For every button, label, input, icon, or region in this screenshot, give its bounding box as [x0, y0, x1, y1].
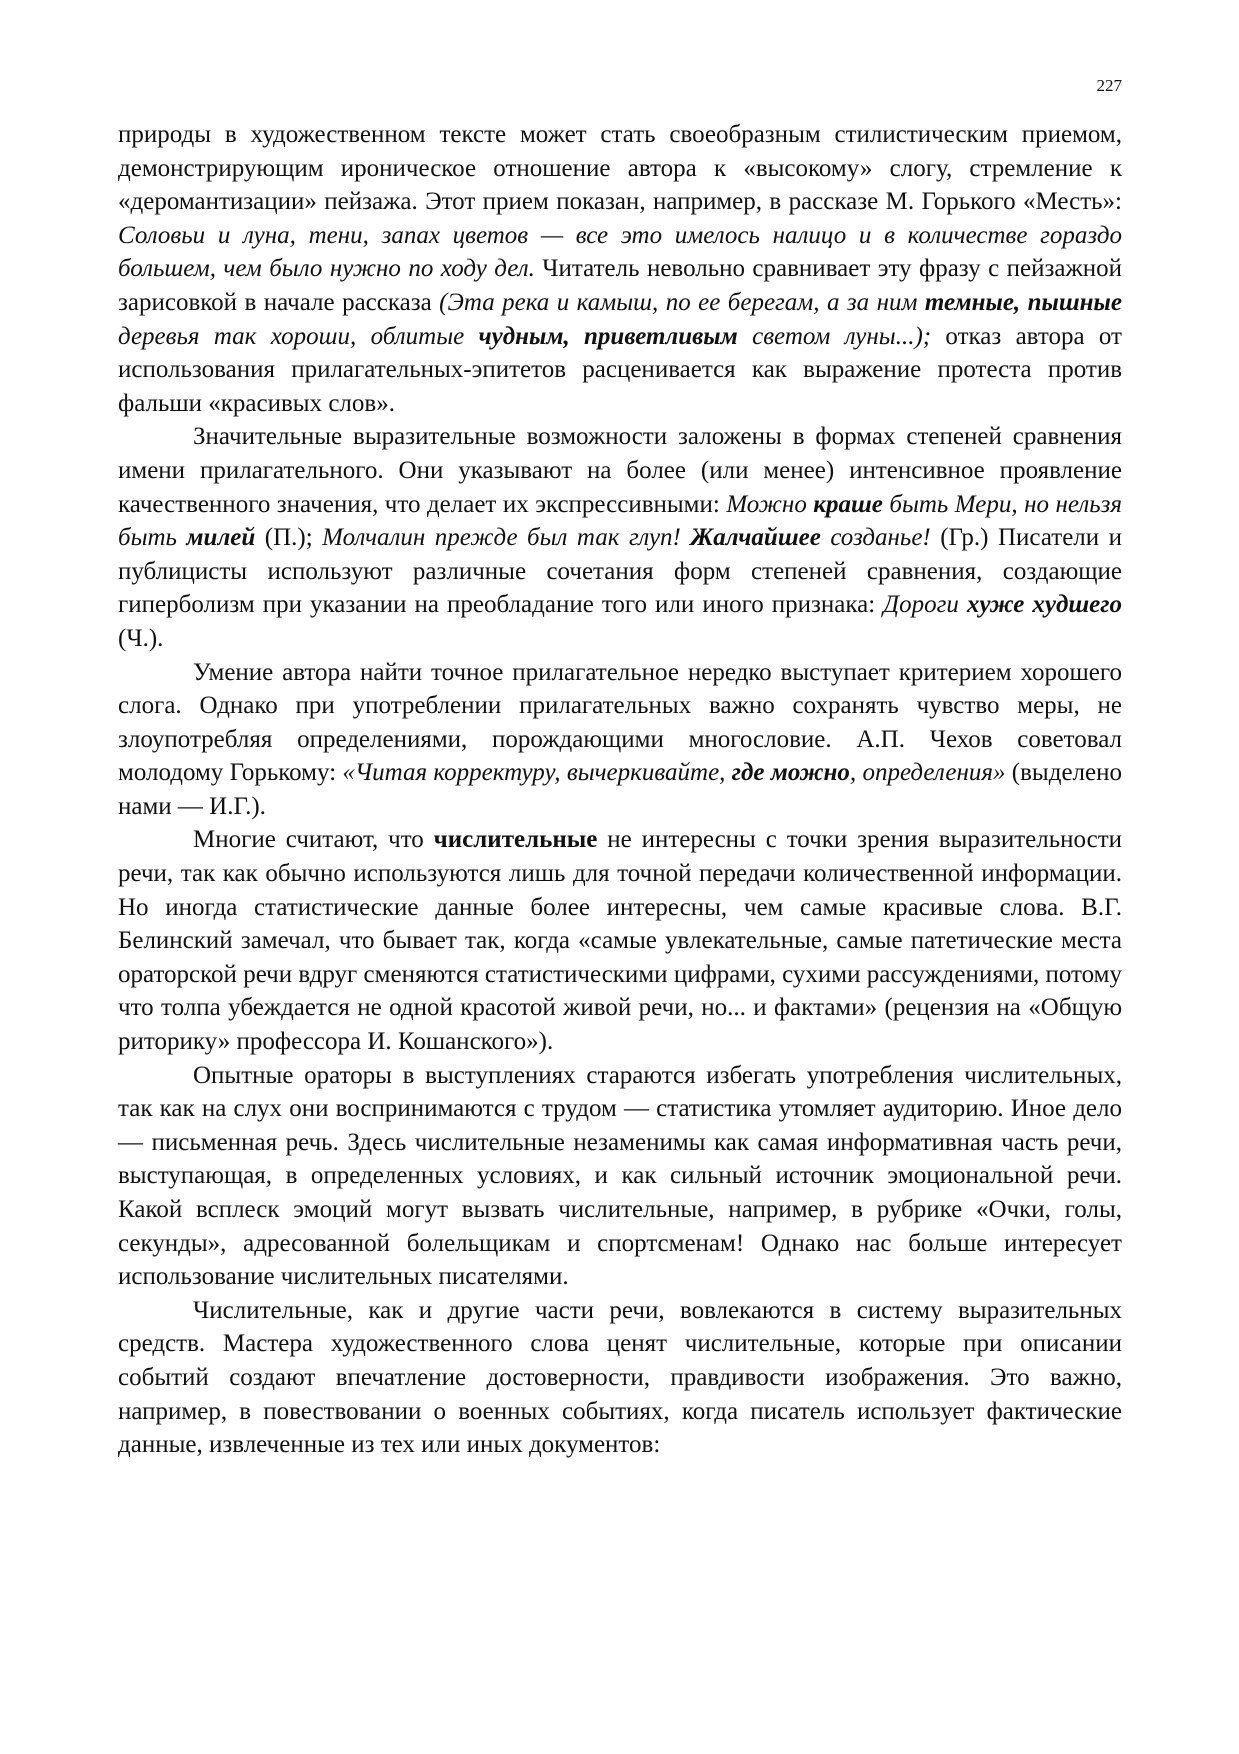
emphasis-bold-italic: где можно: [731, 759, 850, 787]
text-run: Значительные выразительные возможности заложены в формах степеней сравнения имени прилагательного. Они указывают на более (или менее) интенсивное проявление качественного значения, что делает их экспрессивными:: [118, 423, 1122, 518]
quote-italic: (Эта река и камыш, по ее берегам, а за ним: [439, 288, 925, 316]
emphasis-bold-italic: краше: [813, 490, 883, 518]
quote-italic: Соловьи и луна, тени, запах цветов — все это имелось налицо и в количестве гораздо большем, чем было нужно по ходу дел.: [118, 221, 1122, 283]
text-run: Читатель невольно сравнивает эту фразу с пейзажной зарисовкой в начале рассказа: [118, 255, 1122, 316]
paragraph-3: [118, 656, 1122, 824]
text-run: (Гр.) Писатели и публицисты используют различные сочетания форм степеней сравнения, создающие гиперболизм при указании на преобладание того или иного признака:: [118, 524, 1122, 619]
quote-italic: быть Мери, но нельзя быть: [118, 490, 1122, 552]
paragraph-5: [118, 1059, 1122, 1294]
text-run: Опытные ораторы в выступлениях стараются избегать употребления числительных, так как на слух они воспринимаются с трудом — статистика утомляет аудиторию. Иное дело — письменная речь. Здесь числительные незаменимы как самая информативная часть речи, выступающая, в определенных условиях, и как сильный источник эмоциональной речи. Какой всплеск эмоций могут вызвать числительные, например, в рубрике «Очки, голы, секунды», адресованной болельщикам и спортсменам! Однако нас больше интересует использование числительных писателями.: [118, 1061, 1122, 1291]
quote-italic: созданье!: [820, 524, 931, 552]
emphasis-bold-italic: хуже худшего: [966, 591, 1122, 619]
emphasis-bold: числительные: [433, 826, 598, 854]
quote-italic: Можно: [726, 490, 814, 518]
text-run: природы в художественном тексте может стать своеобразным стилистическим приемом, демонстрирующим ироническое отношение автора к «высокому» слогу, стремление к «деромантизации» пейзажа. Этот прием показан, например, в рассказе М. Горького «Месть»:: [118, 121, 1122, 216]
paragraph-1: [118, 118, 1122, 420]
paragraph-6: [118, 1294, 1122, 1462]
emphasis-bold-italic: Жалчайшее: [690, 524, 821, 552]
text-run: Многие считают, что: [193, 826, 434, 854]
body-text: [118, 118, 1122, 1462]
quote-italic: Молчалин прежде был так глуп!: [322, 524, 691, 552]
quote-italic: , определения»: [849, 759, 1006, 787]
quote-italic: «Читая корректуру, вычеркивайте,: [342, 759, 732, 787]
quote-italic: Дороги: [883, 591, 967, 619]
page-number: 227: [1096, 76, 1122, 95]
text-run: (Ч.).: [118, 624, 164, 652]
text-run: (выделено нами — И.Г.).: [118, 759, 1122, 820]
quote-italic: деревья так хороши, облитые: [118, 322, 479, 350]
text-run: отказ автора от использования прилагательных-эпитетов расценивается как выражение протеста против фальши «красивых слов».: [118, 322, 1122, 417]
text-run: (П.);: [255, 524, 323, 552]
text-run: Числительные, как и другие части речи, вовлекаются в систему выразительных средств. Мастера художественного слова ценят числительные, которые при описании событий создают впечатление достоверности, правдивости изображения. Это важно, например, в повествовании о военных событиях, когда писатель использует фактические данные, извлеченные из тех или иных документов:: [118, 1296, 1122, 1459]
paragraph-2: [118, 420, 1122, 655]
text-run: Умение автора найти точное прилагательное нередко выступает критерием хорошего слога. Однако при употреблении прилагательных важно сохранять чувство меры, не злоупотребляя определениями, порождающими многословие. А.П. Чехов советовал молодому Горькому:: [118, 658, 1122, 787]
quote-italic: светом луны...);: [737, 322, 932, 350]
emphasis-bold-italic: милей: [186, 524, 256, 552]
emphasis-bold-italic: темные, пышные: [924, 288, 1123, 316]
paragraph-4: [118, 823, 1122, 1058]
text-run: не интересны с точки зрения выразительности речи, так как обычно используются лишь для точной передачи количественной информации. Но иногда статистические данные более интересны, чем самые красивые слова. В.Г. Белинский замечал, что бывает так, когда «самые увлекательные, самые патетические места ораторской речи вдруг сменяются статистическими цифрами, сухими рассуждениями, потому что толпа убеждается не одной красотой живой речи, но... и фактами» (рецензия на «Общую риторику» профессора И. Кошанского»).: [118, 826, 1122, 1056]
emphasis-bold-italic: чудным, приветливым: [478, 322, 738, 350]
